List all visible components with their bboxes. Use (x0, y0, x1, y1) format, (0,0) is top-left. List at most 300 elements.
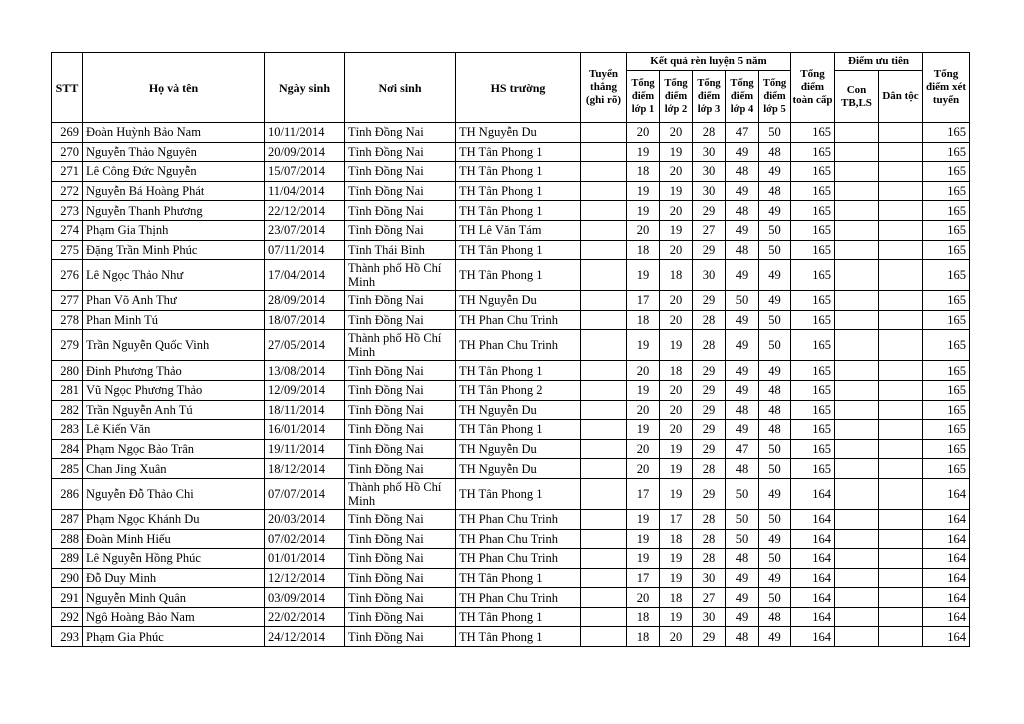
row-pob: Tỉnh Đồng Nai (345, 588, 456, 608)
row-tuyen-thang (581, 400, 627, 420)
row-stt: 274 (52, 220, 83, 240)
row-stt: 285 (52, 459, 83, 479)
row-lop5: 50 (759, 220, 791, 240)
row-name: Lê Ngọc Thảo Như (83, 260, 265, 291)
row-con-tbls (835, 310, 879, 330)
row-school: TH Phan Chu Trinh (456, 310, 581, 330)
row-stt: 275 (52, 240, 83, 260)
row-con-tbls (835, 291, 879, 311)
row-dan-toc (879, 201, 923, 221)
row-lop5: 49 (759, 529, 791, 549)
row-dan-toc (879, 509, 923, 529)
row-name: Vũ Ngọc Phương Thảo (83, 380, 265, 400)
row-tuyen-thang (581, 509, 627, 529)
row-lop5: 50 (759, 588, 791, 608)
row-con-tbls (835, 509, 879, 529)
row-lop2: 20 (660, 380, 693, 400)
row-lop2: 20 (660, 400, 693, 420)
row-lop4: 49 (726, 607, 759, 627)
row-dan-toc (879, 459, 923, 479)
row-dob: 28/09/2014 (265, 291, 345, 311)
row-school: TH Nguyễn Du (456, 400, 581, 420)
row-lop2: 20 (660, 162, 693, 182)
row-lop3: 30 (693, 162, 726, 182)
admission-results-table (51, 52, 970, 647)
row-lop2: 19 (660, 478, 693, 509)
row-dan-toc (879, 439, 923, 459)
header-con-tbls: Con TB,LS (835, 71, 879, 123)
row-lop5: 50 (759, 549, 791, 569)
row-con-tbls (835, 260, 879, 291)
row-lop3: 28 (693, 459, 726, 479)
row-con-tbls (835, 240, 879, 260)
header-lop4: Tổng điểm lớp 4 (726, 71, 759, 123)
row-stt: 278 (52, 310, 83, 330)
row-total: 165 (791, 181, 835, 201)
row-dan-toc (879, 162, 923, 182)
row-dob: 24/12/2014 (265, 627, 345, 647)
row-lop2: 19 (660, 568, 693, 588)
row-school: TH Tân Phong 1 (456, 627, 581, 647)
row-con-tbls (835, 478, 879, 509)
row-stt: 271 (52, 162, 83, 182)
row-total: 165 (791, 240, 835, 260)
table-row (52, 260, 970, 291)
row-pob: Tỉnh Đồng Nai (345, 439, 456, 459)
row-lop1: 19 (627, 380, 660, 400)
row-lop1: 18 (627, 310, 660, 330)
row-con-tbls (835, 201, 879, 221)
row-stt: 284 (52, 439, 83, 459)
table-row (52, 529, 970, 549)
row-dob: 23/07/2014 (265, 220, 345, 240)
row-lop3: 29 (693, 380, 726, 400)
row-lop1: 19 (627, 201, 660, 221)
header-ngay-sinh: Ngày sinh (265, 53, 345, 123)
row-pob: Tỉnh Đồng Nai (345, 181, 456, 201)
row-school: TH Tân Phong 1 (456, 260, 581, 291)
row-total: 165 (791, 310, 835, 330)
header-ket-qua: Kết quả rèn luyện 5 năm (627, 53, 791, 71)
row-lop3: 29 (693, 627, 726, 647)
row-lop3: 28 (693, 509, 726, 529)
row-xet-tuyen: 165 (923, 439, 970, 459)
row-lop3: 29 (693, 361, 726, 381)
row-dob: 18/12/2014 (265, 459, 345, 479)
row-lop4: 49 (726, 380, 759, 400)
row-lop5: 48 (759, 607, 791, 627)
row-lop1: 20 (627, 459, 660, 479)
row-total: 164 (791, 529, 835, 549)
row-stt: 288 (52, 529, 83, 549)
row-name: Phạm Gia Phúc (83, 627, 265, 647)
row-lop2: 18 (660, 529, 693, 549)
row-lop3: 29 (693, 201, 726, 221)
row-lop3: 29 (693, 439, 726, 459)
row-lop1: 19 (627, 549, 660, 569)
row-dob: 07/02/2014 (265, 529, 345, 549)
row-dob: 22/02/2014 (265, 607, 345, 627)
row-stt: 279 (52, 330, 83, 361)
row-school: TH Lê Văn Tám (456, 220, 581, 240)
row-tuyen-thang (581, 310, 627, 330)
row-stt: 292 (52, 607, 83, 627)
row-dob: 01/01/2014 (265, 549, 345, 569)
row-total: 165 (791, 420, 835, 440)
row-tuyen-thang (581, 220, 627, 240)
row-dan-toc (879, 291, 923, 311)
row-lop5: 50 (759, 439, 791, 459)
header-stt: STT (52, 53, 83, 123)
table-row (52, 330, 970, 361)
row-total: 165 (791, 162, 835, 182)
row-lop4: 48 (726, 400, 759, 420)
row-name: Phan Võ Anh Thư (83, 291, 265, 311)
row-pob: Tỉnh Đồng Nai (345, 607, 456, 627)
row-name: Phan Minh Tú (83, 310, 265, 330)
row-lop1: 20 (627, 400, 660, 420)
row-stt: 287 (52, 509, 83, 529)
row-tuyen-thang (581, 420, 627, 440)
row-dob: 22/12/2014 (265, 201, 345, 221)
row-lop1: 17 (627, 568, 660, 588)
row-lop5: 48 (759, 181, 791, 201)
row-lop4: 49 (726, 220, 759, 240)
row-tuyen-thang (581, 123, 627, 143)
row-lop2: 18 (660, 361, 693, 381)
row-con-tbls (835, 420, 879, 440)
row-lop5: 48 (759, 142, 791, 162)
row-total: 165 (791, 291, 835, 311)
table-row (52, 142, 970, 162)
header-ho-ten: Họ và tên (83, 53, 265, 123)
row-xet-tuyen: 164 (923, 478, 970, 509)
table-row (52, 549, 970, 569)
row-lop4: 47 (726, 123, 759, 143)
table-row (52, 459, 970, 479)
row-lop3: 29 (693, 400, 726, 420)
row-xet-tuyen: 164 (923, 588, 970, 608)
row-stt: 290 (52, 568, 83, 588)
row-lop1: 19 (627, 509, 660, 529)
row-lop2: 19 (660, 459, 693, 479)
header-noi-sinh: Nơi sinh (345, 53, 456, 123)
row-school: TH Phan Chu Trinh (456, 588, 581, 608)
row-dob: 03/09/2014 (265, 588, 345, 608)
row-xet-tuyen: 165 (923, 330, 970, 361)
row-lop2: 20 (660, 627, 693, 647)
row-stt: 293 (52, 627, 83, 647)
row-total: 164 (791, 568, 835, 588)
row-con-tbls (835, 380, 879, 400)
row-stt: 270 (52, 142, 83, 162)
row-lop4: 49 (726, 361, 759, 381)
row-con-tbls (835, 549, 879, 569)
row-name: Đỗ Duy Minh (83, 568, 265, 588)
row-lop3: 27 (693, 588, 726, 608)
row-tuyen-thang (581, 439, 627, 459)
row-xet-tuyen: 164 (923, 509, 970, 529)
row-dan-toc (879, 260, 923, 291)
row-dan-toc (879, 588, 923, 608)
row-lop4: 49 (726, 568, 759, 588)
table-row (52, 291, 970, 311)
row-name: Ngô Hoàng Bảo Nam (83, 607, 265, 627)
row-lop2: 19 (660, 330, 693, 361)
row-school: TH Tân Phong 1 (456, 240, 581, 260)
row-lop5: 49 (759, 162, 791, 182)
row-lop3: 30 (693, 142, 726, 162)
row-con-tbls (835, 588, 879, 608)
row-total: 164 (791, 627, 835, 647)
row-name: Lê Kiến Văn (83, 420, 265, 440)
row-stt: 283 (52, 420, 83, 440)
row-school: TH Tân Phong 1 (456, 361, 581, 381)
row-dan-toc (879, 310, 923, 330)
row-xet-tuyen: 164 (923, 607, 970, 627)
row-con-tbls (835, 400, 879, 420)
row-tuyen-thang (581, 240, 627, 260)
row-lop1: 20 (627, 439, 660, 459)
row-xet-tuyen: 165 (923, 361, 970, 381)
row-total: 165 (791, 361, 835, 381)
row-pob: Tỉnh Đồng Nai (345, 568, 456, 588)
row-lop1: 18 (627, 607, 660, 627)
row-dob: 20/09/2014 (265, 142, 345, 162)
row-lop3: 29 (693, 291, 726, 311)
table-row (52, 123, 970, 143)
row-dob: 12/09/2014 (265, 380, 345, 400)
row-dob: 18/11/2014 (265, 400, 345, 420)
row-dob: 07/07/2014 (265, 478, 345, 509)
table-row (52, 509, 970, 529)
row-total: 165 (791, 439, 835, 459)
row-lop3: 28 (693, 123, 726, 143)
table-row (52, 439, 970, 459)
row-lop4: 48 (726, 549, 759, 569)
row-dob: 18/07/2014 (265, 310, 345, 330)
row-school: TH Tân Phong 2 (456, 380, 581, 400)
row-school: TH Phan Chu Trinh (456, 529, 581, 549)
row-tuyen-thang (581, 291, 627, 311)
row-xet-tuyen: 165 (923, 201, 970, 221)
row-lop4: 49 (726, 142, 759, 162)
row-lop5: 48 (759, 380, 791, 400)
row-name: Đoàn Huỳnh Bảo Nam (83, 123, 265, 143)
row-pob: Tỉnh Đồng Nai (345, 459, 456, 479)
row-lop1: 19 (627, 181, 660, 201)
row-pob: Tỉnh Đồng Nai (345, 361, 456, 381)
row-lop5: 50 (759, 240, 791, 260)
row-tuyen-thang (581, 330, 627, 361)
row-name: Nguyễn Minh Quân (83, 588, 265, 608)
row-lop5: 49 (759, 568, 791, 588)
row-pob: Tỉnh Đồng Nai (345, 549, 456, 569)
row-pob: Tỉnh Đồng Nai (345, 509, 456, 529)
row-lop2: 18 (660, 260, 693, 291)
table-row (52, 627, 970, 647)
row-lop2: 19 (660, 607, 693, 627)
row-total: 165 (791, 142, 835, 162)
row-tuyen-thang (581, 459, 627, 479)
row-lop2: 20 (660, 123, 693, 143)
row-lop3: 28 (693, 529, 726, 549)
row-stt: 269 (52, 123, 83, 143)
row-lop4: 49 (726, 260, 759, 291)
header-dan-toc: Dân tộc (879, 71, 923, 123)
row-name: Nguyễn Thảo Nguyên (83, 142, 265, 162)
row-name: Trần Nguyễn Quốc Vinh (83, 330, 265, 361)
row-total: 164 (791, 588, 835, 608)
row-lop1: 19 (627, 330, 660, 361)
row-pob: Tỉnh Đồng Nai (345, 310, 456, 330)
row-lop5: 50 (759, 310, 791, 330)
row-dob: 11/04/2014 (265, 181, 345, 201)
row-xet-tuyen: 165 (923, 220, 970, 240)
row-stt: 276 (52, 260, 83, 291)
header-lop1: Tổng điểm lớp 1 (627, 71, 660, 123)
table-row (52, 420, 970, 440)
row-stt: 286 (52, 478, 83, 509)
row-school: TH Tân Phong 1 (456, 607, 581, 627)
row-total: 165 (791, 123, 835, 143)
row-school: TH Tân Phong 1 (456, 568, 581, 588)
row-dan-toc (879, 400, 923, 420)
row-dan-toc (879, 549, 923, 569)
row-lop4: 48 (726, 240, 759, 260)
row-school: TH Tân Phong 1 (456, 142, 581, 162)
row-name: Đoàn Minh Hiếu (83, 529, 265, 549)
row-tuyen-thang (581, 162, 627, 182)
row-lop2: 20 (660, 310, 693, 330)
row-lop2: 20 (660, 240, 693, 260)
row-lop1: 18 (627, 162, 660, 182)
row-lop3: 28 (693, 330, 726, 361)
row-tuyen-thang (581, 260, 627, 291)
row-pob: Tỉnh Thái Bình (345, 240, 456, 260)
row-lop3: 30 (693, 607, 726, 627)
table-row (52, 607, 970, 627)
row-lop5: 49 (759, 361, 791, 381)
row-name: Nguyễn Thanh Phương (83, 201, 265, 221)
table-row (52, 181, 970, 201)
row-pob: Tỉnh Đồng Nai (345, 162, 456, 182)
header-tuyen-thang: Tuyển thẳng (ghi rõ) (581, 53, 627, 123)
row-lop4: 49 (726, 310, 759, 330)
row-dan-toc (879, 529, 923, 549)
row-dan-toc (879, 380, 923, 400)
header-tong-diem-toan-cap: Tổng điểm toàn cấp (791, 53, 835, 123)
row-lop1: 19 (627, 420, 660, 440)
row-stt: 282 (52, 400, 83, 420)
row-con-tbls (835, 607, 879, 627)
row-stt: 277 (52, 291, 83, 311)
row-con-tbls (835, 123, 879, 143)
row-lop3: 27 (693, 220, 726, 240)
row-lop1: 17 (627, 478, 660, 509)
row-dob: 17/04/2014 (265, 260, 345, 291)
table-row (52, 400, 970, 420)
row-xet-tuyen: 165 (923, 181, 970, 201)
row-lop1: 17 (627, 291, 660, 311)
row-xet-tuyen: 165 (923, 260, 970, 291)
row-pob: Thành phố Hồ Chí Minh (345, 478, 456, 509)
row-name: Phạm Gia Thịnh (83, 220, 265, 240)
table-row (52, 201, 970, 221)
row-pob: Tỉnh Đồng Nai (345, 142, 456, 162)
row-xet-tuyen: 165 (923, 400, 970, 420)
row-lop5: 50 (759, 459, 791, 479)
row-name: Đặng Trần Minh Phúc (83, 240, 265, 260)
row-total: 165 (791, 220, 835, 240)
row-stt: 273 (52, 201, 83, 221)
row-con-tbls (835, 330, 879, 361)
row-lop1: 20 (627, 361, 660, 381)
header-lop3: Tổng điểm lớp 3 (693, 71, 726, 123)
row-name: Phạm Ngọc Bảo Trân (83, 439, 265, 459)
row-lop5: 50 (759, 123, 791, 143)
row-lop5: 50 (759, 330, 791, 361)
row-lop3: 28 (693, 310, 726, 330)
table-row (52, 568, 970, 588)
row-stt: 289 (52, 549, 83, 569)
row-pob: Tỉnh Đồng Nai (345, 123, 456, 143)
row-pob: Tỉnh Đồng Nai (345, 291, 456, 311)
row-stt: 280 (52, 361, 83, 381)
row-tuyen-thang (581, 478, 627, 509)
row-school: TH Phan Chu Trinh (456, 330, 581, 361)
row-name: Phạm Ngọc Khánh Du (83, 509, 265, 529)
row-xet-tuyen: 165 (923, 380, 970, 400)
row-total: 164 (791, 549, 835, 569)
row-stt: 272 (52, 181, 83, 201)
row-name: Nguyễn Bá Hoàng Phát (83, 181, 265, 201)
row-name: Nguyễn Đỗ Thảo Chi (83, 478, 265, 509)
row-tuyen-thang (581, 549, 627, 569)
row-school: TH Nguyễn Du (456, 439, 581, 459)
row-pob: Tỉnh Đồng Nai (345, 627, 456, 647)
row-lop5: 49 (759, 260, 791, 291)
row-school: TH Tân Phong 1 (456, 201, 581, 221)
row-dob: 10/11/2014 (265, 123, 345, 143)
row-name: Lê Nguyễn Hồng Phúc (83, 549, 265, 569)
row-total: 164 (791, 478, 835, 509)
row-lop3: 29 (693, 478, 726, 509)
row-pob: Tỉnh Đồng Nai (345, 201, 456, 221)
row-lop2: 20 (660, 291, 693, 311)
row-lop3: 29 (693, 240, 726, 260)
row-con-tbls (835, 142, 879, 162)
row-lop5: 49 (759, 478, 791, 509)
row-lop4: 49 (726, 420, 759, 440)
row-school: TH Phan Chu Trinh (456, 549, 581, 569)
row-lop2: 20 (660, 420, 693, 440)
row-xet-tuyen: 165 (923, 240, 970, 260)
row-pob: Tỉnh Đồng Nai (345, 529, 456, 549)
row-lop1: 18 (627, 627, 660, 647)
row-dan-toc (879, 361, 923, 381)
row-lop2: 20 (660, 201, 693, 221)
row-stt: 281 (52, 380, 83, 400)
row-xet-tuyen: 164 (923, 529, 970, 549)
row-lop4: 47 (726, 439, 759, 459)
row-dob: 20/03/2014 (265, 509, 345, 529)
row-lop4: 50 (726, 509, 759, 529)
row-xet-tuyen: 165 (923, 162, 970, 182)
row-lop3: 30 (693, 181, 726, 201)
row-lop3: 28 (693, 549, 726, 569)
row-lop4: 48 (726, 627, 759, 647)
